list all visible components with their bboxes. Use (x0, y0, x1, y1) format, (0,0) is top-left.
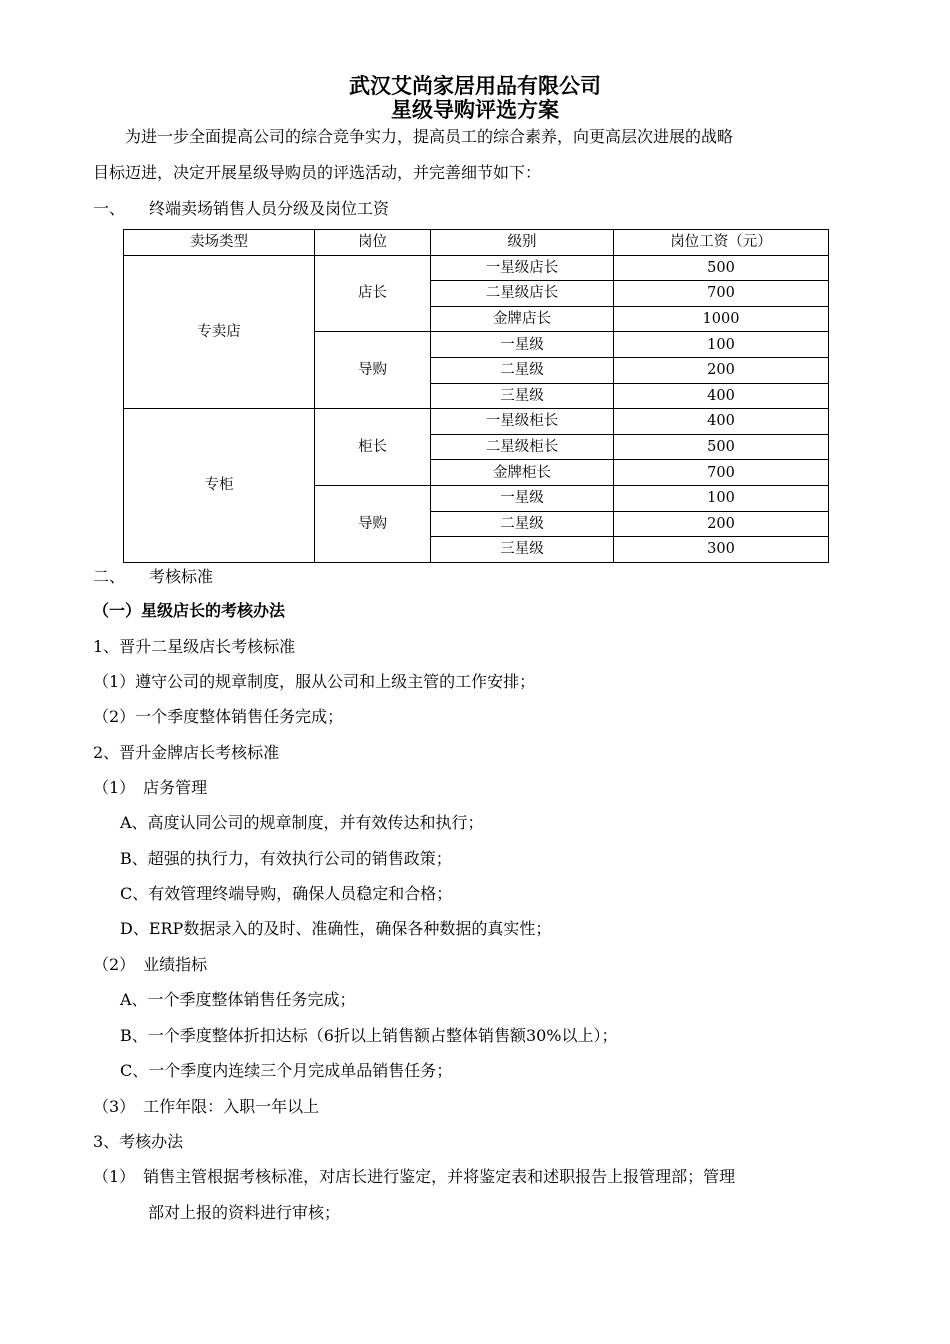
doc-title-company: 武汉艾尚家居用品有限公司 (349, 73, 601, 98)
wage-cell: 700 (614, 460, 829, 486)
list-item: A、高度认同公司的规章制度，并有效传达和执行； (120, 813, 484, 832)
section-heading-1: 一、 终端卖场销售人员分级及岗位工资 (93, 199, 390, 218)
wage-cell: 500 (614, 434, 829, 460)
list-item: （1） 店务管理 (93, 778, 208, 797)
level-cell: 金牌店长 (431, 306, 614, 332)
level-cell: 金牌柜长 (431, 460, 614, 486)
table-header-cell: 卖场类型 (124, 230, 315, 256)
level-cell: 二星级 (431, 511, 614, 537)
level-cell: 三星级 (431, 537, 614, 563)
table-header-cell: 级别 (431, 230, 614, 256)
list-item: 1、晋升二星级店长考核标准 (93, 637, 296, 656)
list-item: A、一个季度整体销售任务完成； (120, 990, 356, 1009)
table-row (124, 255, 829, 281)
list-item: 3、考核办法 (93, 1132, 184, 1151)
level-cell: 一星级店长 (431, 255, 614, 281)
position-cell: 导购 (315, 485, 431, 562)
wage-cell: 100 (614, 332, 829, 358)
wage-cell: 700 (614, 281, 829, 307)
subsection-heading: （一）星级店长的考核办法 (93, 601, 286, 620)
list-item: B、一个季度整体折扣达标（6折以上销售额占整体销售额30%以上）； (120, 1026, 618, 1045)
position-cell: 柜长 (315, 409, 431, 486)
level-cell: 三星级 (431, 383, 614, 409)
position-cell: 导购 (315, 332, 431, 409)
wage-cell: 1000 (614, 306, 829, 332)
level-cell: 二星级店长 (431, 281, 614, 307)
wage-cell: 400 (614, 409, 829, 435)
wage-cell: 300 (614, 537, 829, 563)
list-item: 2、晋升金牌店长考核标准 (93, 743, 280, 762)
doc-title-plan: 星级导购评选方案 (391, 97, 559, 122)
store-type-cell: 专柜 (124, 409, 315, 563)
table-row (124, 409, 829, 435)
list-item: D、ERP数据录入的及时、准确性，确保各种数据的真实性； (120, 919, 552, 938)
table-header-cell: 岗位 (315, 230, 431, 256)
wage-cell: 400 (614, 383, 829, 409)
list-item: （2） 业绩指标 (93, 955, 208, 974)
level-cell: 一星级 (431, 332, 614, 358)
list-item: （1） 销售主管根据考核标准，对店长进行鉴定，并将鉴定表和述职报告上报管理部；管理 (93, 1167, 736, 1186)
wage-cell: 500 (614, 255, 829, 281)
position-cell: 店长 (315, 255, 431, 332)
level-cell: 一星级 (431, 485, 614, 511)
intro-line-1: 为进一步全面提高公司的综合竞争实力，提高员工的综合素养，向更高层次进展的战略 (125, 127, 734, 146)
list-item: 部对上报的资料进行审核； (148, 1203, 341, 1222)
list-item: B、超强的执行力，有效执行公司的销售政策； (120, 849, 452, 868)
list-item: （2）一个季度整体销售任务完成； (93, 707, 344, 726)
level-cell: 二星级 (431, 357, 614, 383)
salary-table (123, 229, 829, 563)
list-item: （1）遵守公司的规章制度，服从公司和上级主管的工作安排； (93, 672, 536, 691)
intro-line-2: 目标迈进，决定开展星级导购员的评选活动，并完善细节如下： (93, 163, 542, 182)
wage-cell: 100 (614, 485, 829, 511)
wage-cell: 200 (614, 511, 829, 537)
level-cell: 二星级柜长 (431, 434, 614, 460)
list-item: （3） 工作年限：入职一年以上 (93, 1097, 320, 1116)
section-heading-2: 二、 考核标准 (93, 567, 214, 586)
store-type-cell: 专卖店 (124, 255, 315, 409)
wage-cell: 200 (614, 357, 829, 383)
list-item: C、有效管理终端导购，确保人员稳定和合格； (120, 884, 453, 903)
list-item: C、一个季度内连续三个月完成单品销售任务； (120, 1061, 453, 1080)
table-header-row (124, 230, 829, 256)
level-cell: 一星级柜长 (431, 409, 614, 435)
table-header-cell: 岗位工资（元） (614, 230, 829, 256)
